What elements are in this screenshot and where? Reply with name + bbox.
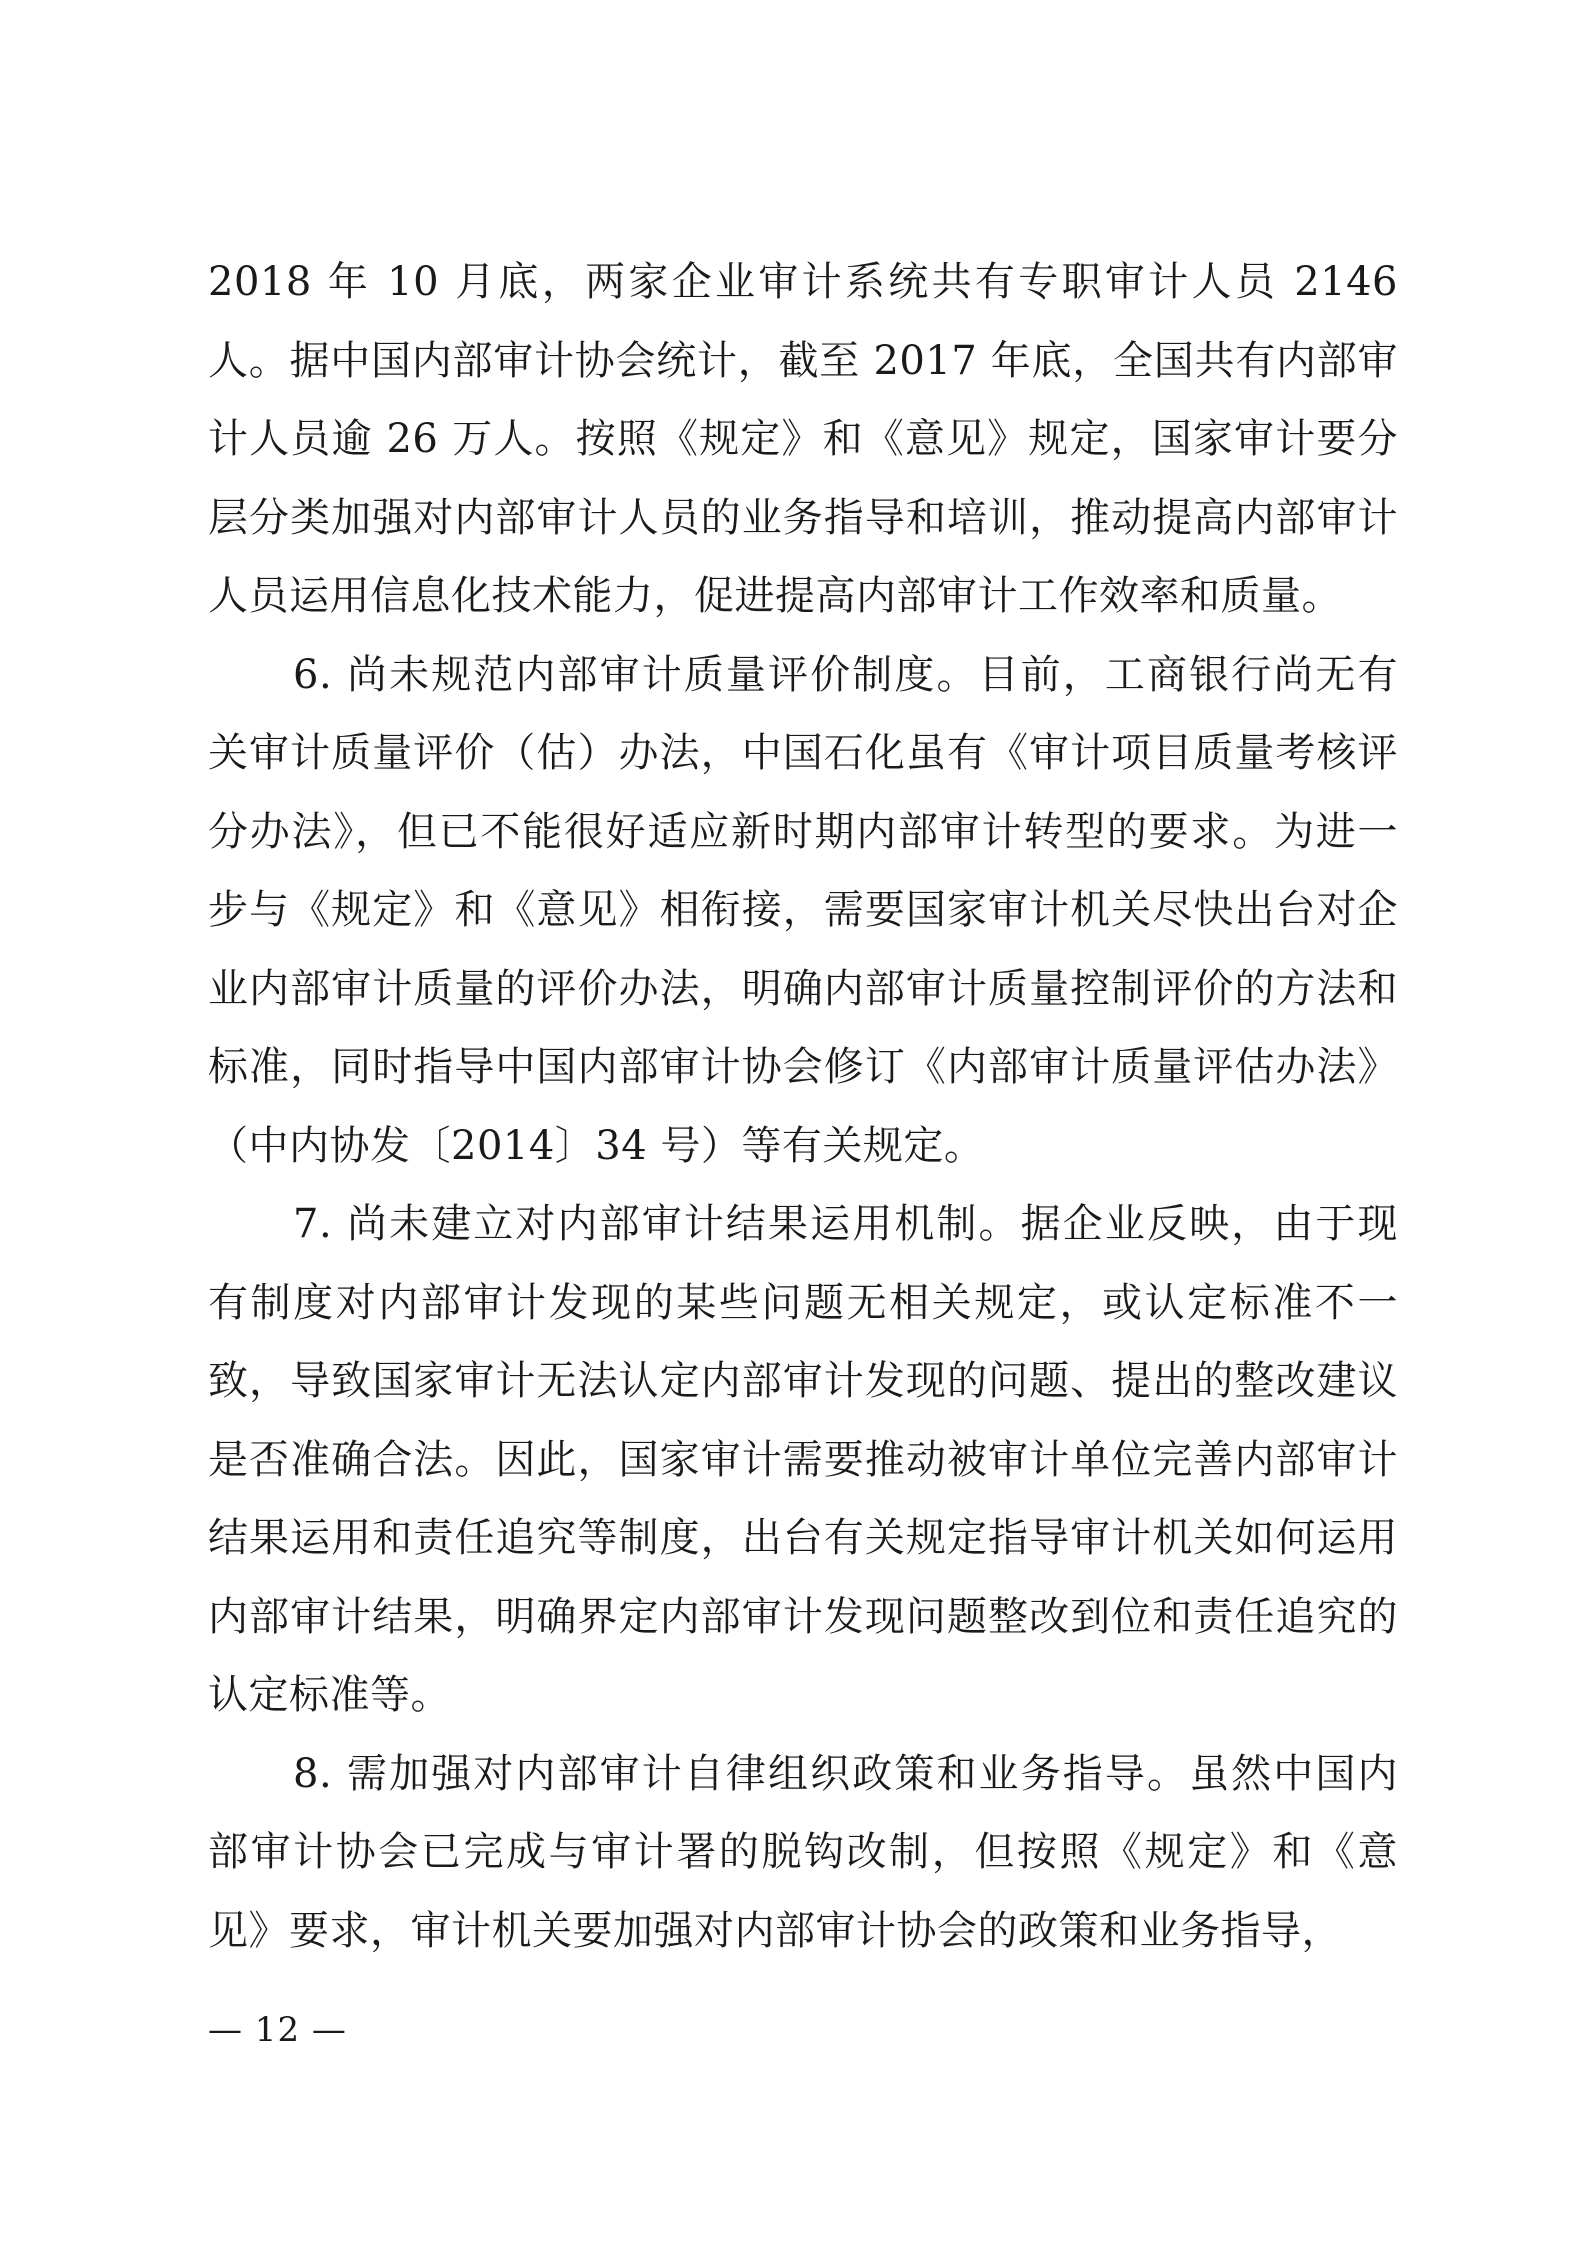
paragraph-continued: 2018 年 10 月底，两家企业审计系统共有专职审计人员 2146 人。据中国内部审计协会统计，截至 2017 年底，全国共有内部审计人员逾 26 万人。按照《规定》和《意见》规定，国家审计要分层分类加强对内部审计人员的业务指导和培训，推动提高内部审计人员运用信息化技术能力，促进提高内部审计工作效率和质量。 <box>208 259 1398 619</box>
paragraph-item-8: 8. 需加强对内部审计自律组织政策和业务指导。虽然中国内部审计协会已完成与审计署的脱钩改制，但按照《规定》和《意见》要求，审计机关要加强对内部审计协会的政策和业务指导， <box>208 1750 1398 1954</box>
paragraph-item-6: 6. 尚未规范内部审计质量评价制度。目前，工商银行尚无有关审计质量评价（估）办法，中国石化虽有《审计项目质量考核评分办法》，但已不能很好适应新时期内部审计转型的要求。为进一步与《规定》和《意见》相衔接，需要国家审计机关尽快出台对企业内部审计质量的评价办法，明确内部审计质量控制评价的方法和标准，同时指导中国内部审计协会修订《内部审计质量评估办法》（中内协发〔2014〕34 号）等有关规定。 <box>208 651 1398 1169</box>
paragraph-item-7: 7. 尚未建立对内部审计结果运用机制。据企业反映，由于现有制度对内部审计发现的某些问题无相关规定，或认定标准不一致，导致国家审计无法认定内部审计发现的问题、提出的整改建议是否准确合法。因此，国家审计需要推动被审计单位完善内部审计结果运用和责任追究等制度，出台有关规定指导审计机关如何运用内部审计结果，明确界定内部审计发现问题整改到位和责任追究的认定标准等。 <box>208 1201 1398 1718</box>
body-text <box>208 243 1398 1970</box>
page-number: — 12 — <box>208 2010 347 2050</box>
